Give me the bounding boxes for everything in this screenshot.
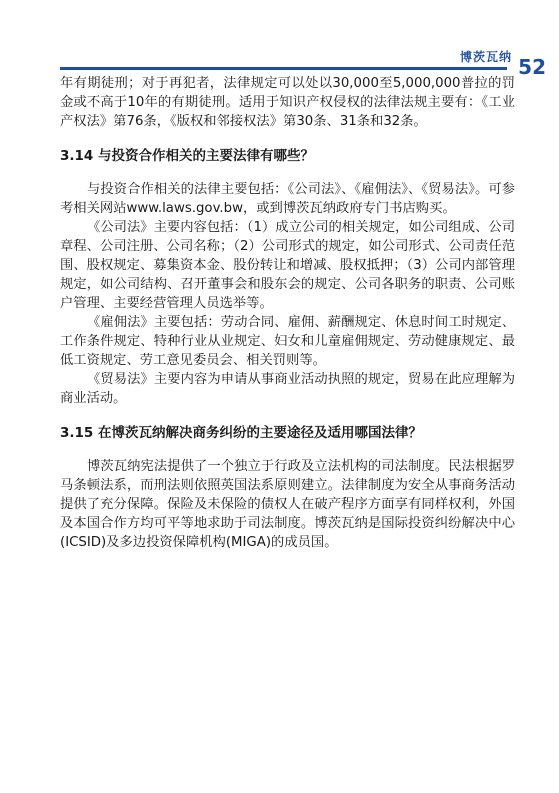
paragraph: 与投资合作相关的法律主要包括：《公司法》、《雇佣法》、《贸易法》。可参考相关网站www.laws.gov.bw，或到博茨瓦纳政府专门书店购买。 [60, 182, 515, 216]
section-heading-3-15: 3.15 在博茨瓦纳解决商务纠纷的主要途径及适用哪国法律？ [60, 425, 423, 441]
paragraph: 博茨瓦纳宪法提供了一个独立于行政及立法机构的司法制度。民法根据罗马条顿法系，而刑法则依照英国法系原则建立。法律制度为安全从事商务活动提供了充分保障。保险及未保险的债权人在破产程序方面享有同样权利，外国及本国合作方均可平等地求助于司法制度。博茨瓦纳是国际投资纠纷解决中心(ICSID)及多边投资保障机构(MIGA)的成员国。 [60, 459, 515, 550]
paragraph: 《贸易法》主要内容为申请从事商业活动执照的规定，贸易在此应理解为商业活动。 [60, 372, 515, 406]
page-number: 52 [518, 55, 546, 79]
intro-paragraph: 年有期徒刑；对于再犯者，法律规定可以处以30,000至5,000,000普拉的罚金或不高于10年的有期徒刑。适用于知识产权侵权的法律法规主要有：《工业产权法》第76条，《版权和邻接权法》第30条、31条和32条。 [60, 76, 515, 129]
paragraph: 《雇佣法》主要包括：劳动合同、雇佣、薪酬规定、休息时间工时规定、工作条件规定、特种行业从业规定、妇女和儿童雇佣规定、劳动健康规定、最低工资规定、劳工意见委员会、相关罚则等。 [60, 315, 515, 368]
header-rule [60, 67, 507, 70]
header-title: 博茨瓦纳 [459, 50, 512, 64]
section-heading-3-14: 3.14 与投资合作相关的主要法律有哪些？ [60, 148, 315, 164]
paragraph: 《公司法》主要内容包括：（1）成立公司的相关规定，如公司组成、公司章程、公司注册、公司名称；（2）公司形式的规定，如公司形式、公司责任范围、股权规定、募集资本金、股份转让和增减、股权抵押；（3）公司内部管理规定，如公司结构、召开董事会和股东会的规定、公司各职务的职责、公司账户管理、主要经营管理人员选举等。 [60, 220, 515, 311]
page-body [60, 74, 515, 552]
